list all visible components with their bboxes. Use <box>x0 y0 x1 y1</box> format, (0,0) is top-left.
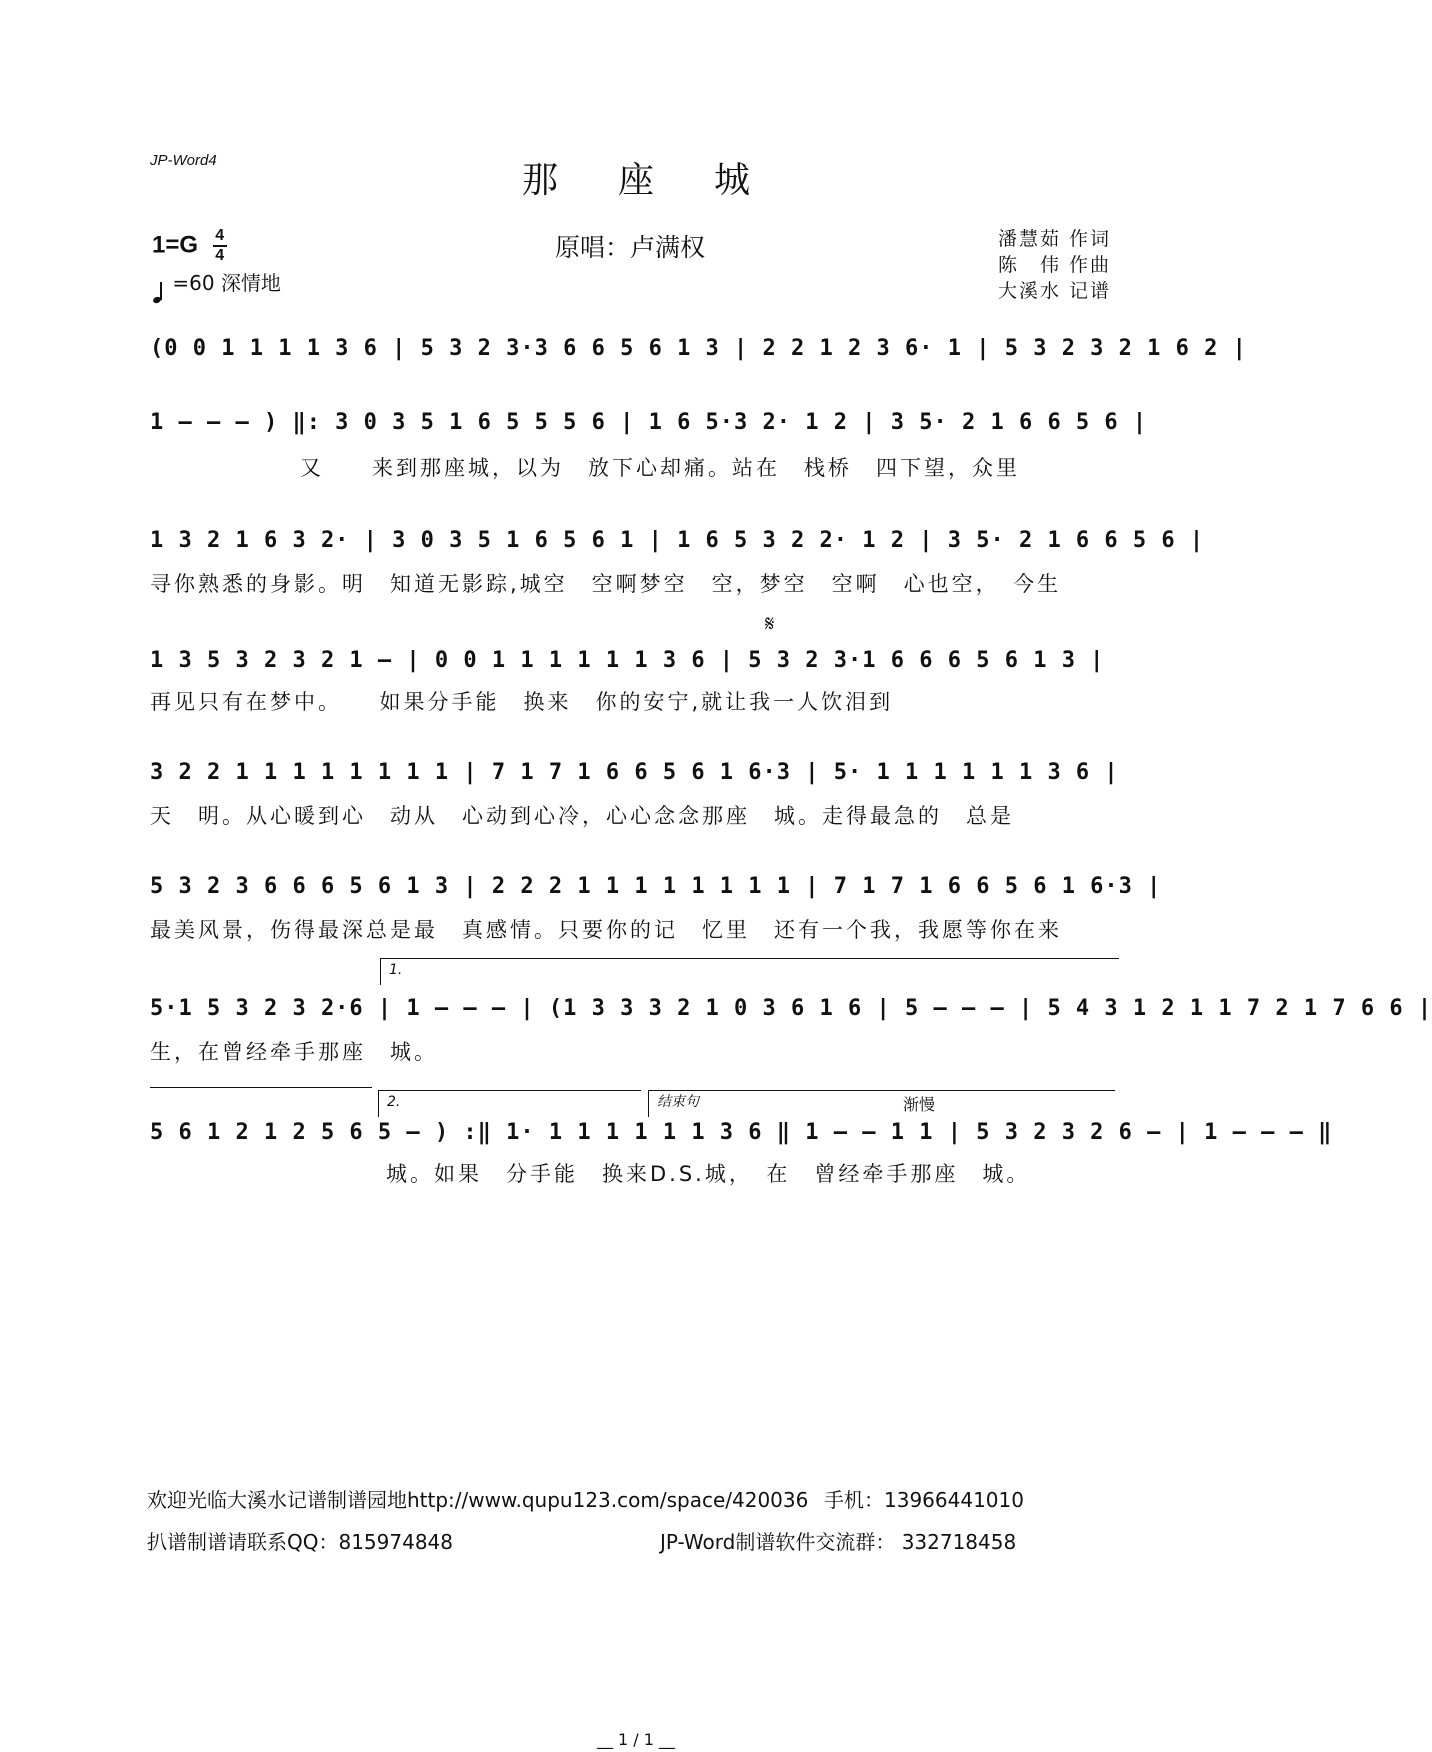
volta-2-label: 2. <box>387 1094 401 1110</box>
lyricist-credit: 潘慧茹 作词 <box>998 228 1112 250</box>
software-label: JP-Word4 <box>150 152 217 169</box>
segno-mark: 𝄋 <box>765 612 775 637</box>
key-label: 1=G <box>152 231 199 259</box>
lyric-line-3: 寻你熟悉的身影。明 知道无影踪,城空 空啊梦空 空，梦空 空啊 心也空， 今生 <box>150 572 1062 596</box>
footer-qq: 扒谱制谱请联系QQ：815974848 <box>147 1530 454 1554</box>
score-line-8: 5 6 1 2 1 2 5 6 5 – ) :‖ 1· 1 1 1 1 1 1 3 6 ‖ 1 – – 1 1 | 5 3 2 3 2 6 – | 1 – – – ‖ <box>150 1120 1333 1145</box>
ending-bracket <box>648 1090 1115 1117</box>
score-line-7: 5·1 5 3 2 3 2·6 | 1 – – – | (1 3 3 3 2 1 0 3 6 1 6 | 5 – – – | 5 4 3 1 2 1 1 7 2 1 7 6 6 | <box>150 996 1432 1021</box>
volta-bracket-1 <box>380 958 1119 985</box>
lyric-line-4: 再见只有在梦中。 如果分手能 换来 你的安宁,就让我一人饮泪到 <box>150 690 894 714</box>
footer-group: JP-Word制谱软件交流群： 332718458 <box>660 1530 1017 1554</box>
tempo-marking <box>152 267 281 296</box>
time-top: 4 <box>215 227 225 244</box>
footer-phone: 手机：13966441010 <box>824 1488 1024 1512</box>
key-signature <box>152 228 227 264</box>
ending-label: 结束句 <box>657 1094 699 1110</box>
score-line-5: 3 2 2 1 1 1 1 1 1 1 1 | 7 1 7 1 6 6 5 6 1 6·3 | 5· 1 1 1 1 1 1 3 6 | <box>150 760 1119 785</box>
volta-1-label: 1. <box>389 962 403 978</box>
volta-bracket-2 <box>378 1090 641 1117</box>
original-singer: 原唱：卢满权 <box>555 233 706 262</box>
score-line-4: 1 3 5 3 2 3 2 1 – | 0 0 1 1 1 1 1 1 3 6 | 5 3 2 3·1 6 6 6 5 6 1 3 | <box>150 648 1105 673</box>
lyric-line-6: 最美风景，伤得最深总是最 真感情。只要你的记 忆里 还有一个我，我愿等你在来 <box>150 918 1062 942</box>
lyric-line-2: 又 来到那座城，以为 放下心却痛。站在 栈桥 四下望，众里 <box>300 456 1020 480</box>
credits-block <box>998 226 1111 304</box>
lyric-line-5: 天 明。从心暖到心 动从 心动到心冷，心心念念那座 城。走得最急的 总是 <box>150 804 1014 828</box>
composer-credit: 陈 伟 作曲 <box>998 254 1112 276</box>
score-line-3: 1 3 2 1 6 3 2· | 3 0 3 5 1 6 5 6 1 | 1 6 5 3 2 2· 1 2 | 3 5· 2 1 6 6 5 6 | <box>150 528 1205 553</box>
score-line-2: 1 – – – ) ‖: 3 0 3 5 1 6 5 5 5 6 | 1 6 5·3 2· 1 2 | 3 5· 2 1 6 6 5 6 | <box>150 410 1148 435</box>
score-line-6: 5 3 2 3 6 6 6 5 6 1 3 | 2 2 2 1 1 1 1 1 1 1 1 | 7 1 7 1 6 6 5 6 1 6·3 | <box>150 874 1162 899</box>
volta-continuation-line <box>150 1087 372 1088</box>
footer-website: 欢迎光临大溪水记谱制谱园地http://www.qupu123.com/space/420036 <box>147 1488 809 1512</box>
page-number: __ 1 / 1 __ <box>596 1730 676 1749</box>
lyric-line-7: 生，在曾经牵手那座 城。 <box>150 1040 438 1064</box>
lyric-line-8: 城。如果 分手能 换来D.S.城， 在 曾经牵手那座 城。 <box>386 1162 1031 1186</box>
time-signature <box>213 228 227 264</box>
song-title: 那座城 <box>521 160 810 201</box>
ritard-mark: 渐慢 <box>903 1095 936 1114</box>
score-line-1: (0 0 1 1 1 1 3 6 | 5 3 2 3·3 6 6 5 6 1 3 | 2 2 1 2 3 6· 1 | 5 3 2 3 2 1 6 2 | <box>150 336 1247 361</box>
tempo-mood: 深情地 <box>220 271 281 295</box>
transcriber-credit: 大溪水 记谱 <box>998 280 1112 302</box>
tempo-value: =60 <box>172 271 215 295</box>
time-bottom: 4 <box>215 247 225 264</box>
